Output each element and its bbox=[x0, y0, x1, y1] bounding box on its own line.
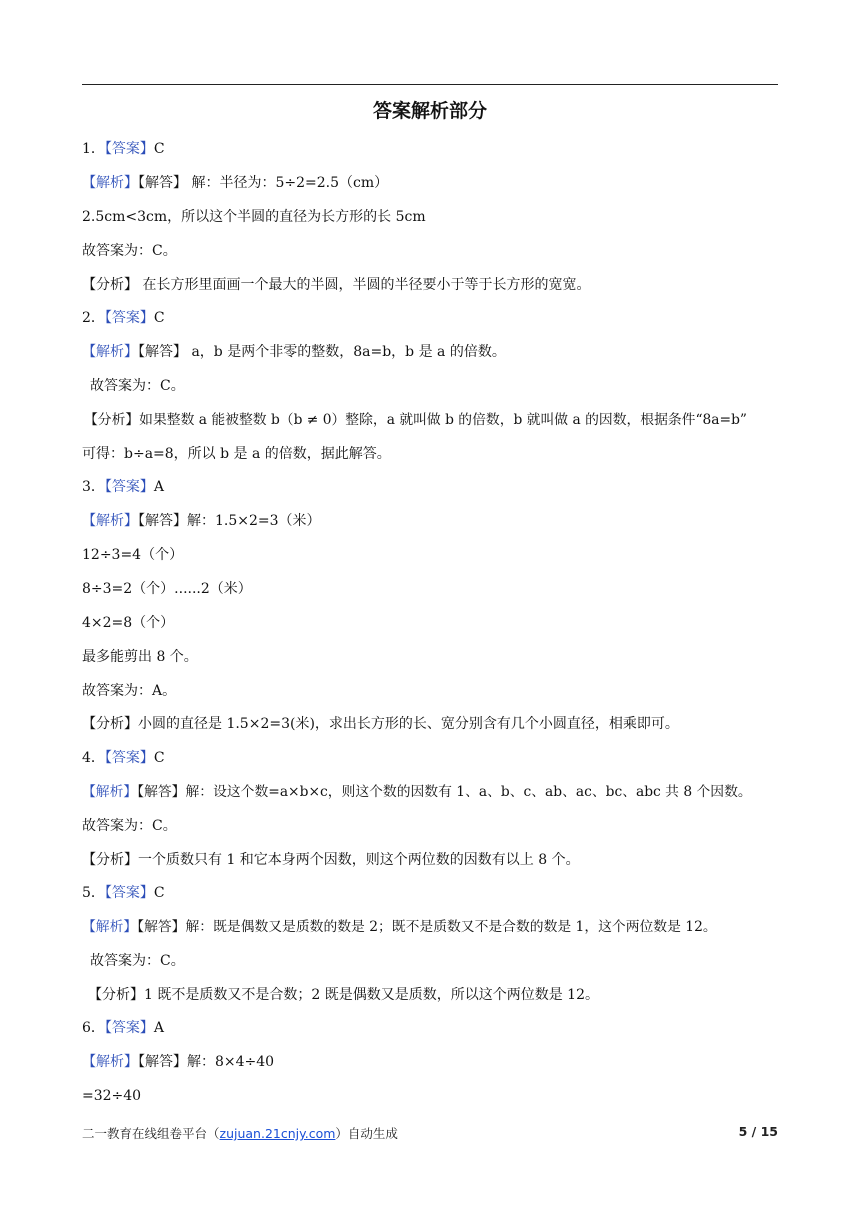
fenxi-label: 【分析】 bbox=[88, 987, 144, 1003]
q4-solution-text: 解：设这个数=a×b×c，则这个数的因数有 1、a、b、c、ab、ac、bc、abc 共 8 个因数。 bbox=[185, 784, 752, 800]
fenxi-label: 【分析】 bbox=[82, 277, 138, 293]
q6-solution-text: 解：8×4÷40 bbox=[187, 1054, 275, 1070]
q1-solution-line bbox=[82, 173, 388, 193]
q5-answer: C bbox=[153, 885, 165, 901]
jiexi-label: 【解析】 bbox=[82, 175, 138, 191]
answer-label: 【答案】 bbox=[104, 141, 154, 157]
jieda-label: 【解答】 bbox=[138, 344, 187, 360]
jieda-label: 【解答】 bbox=[138, 175, 187, 191]
q3-analysis bbox=[82, 714, 679, 734]
q2-answer-line bbox=[82, 308, 165, 328]
page-title: 答案解析部分 bbox=[372, 100, 487, 122]
q5-conclusion: 故答案为：C。 bbox=[90, 953, 185, 969]
q3-number: 3． bbox=[82, 479, 105, 495]
fenxi-label: 【分析】 bbox=[82, 852, 138, 868]
q4-number: 4． bbox=[82, 750, 105, 766]
q5-number: 5． bbox=[82, 885, 105, 901]
q3-answer-line bbox=[82, 477, 164, 497]
q3-solution-line bbox=[82, 511, 321, 531]
answer-label: 【答案】 bbox=[104, 750, 154, 766]
q3-step: 12÷3=4（个） bbox=[82, 547, 184, 563]
q1-analysis bbox=[82, 275, 590, 295]
q4-solution-line bbox=[82, 782, 752, 802]
jieda-label: 【解答】 bbox=[138, 513, 187, 529]
q1-line: 2.5cm<3cm，所以这个半圆的直径为长方形的长 5cm bbox=[82, 209, 426, 225]
jiexi-label: 【解析】 bbox=[82, 784, 138, 800]
q3-step: 4×2=8（个） bbox=[82, 615, 175, 631]
q2-analysis-line2: 可得：b÷a=8，所以 b 是 a 的倍数，据此解答。 bbox=[82, 446, 391, 462]
footer-suffix: ）自动生成 bbox=[335, 1126, 398, 1141]
q5-analysis bbox=[88, 985, 599, 1005]
q6-solution-line bbox=[82, 1052, 274, 1072]
q2-answer: C bbox=[153, 310, 165, 326]
q4-answer-line bbox=[82, 748, 165, 768]
q2-solution-text: a，b 是两个非零的整数，8a=b，b 是 a 的倍数。 bbox=[187, 344, 506, 360]
q2-analysis-line1: 【分析】如果整数 a 能被整数 b（b ≠ 0）整除，a 就叫做 b 的倍数，b 就叫做 a 的因数，根据条件“8a=b” bbox=[84, 412, 747, 428]
q1-answer-line bbox=[82, 139, 165, 159]
jiexi-label: 【解析】 bbox=[82, 919, 138, 935]
q3-step: 8÷3=2（个）......2（米） bbox=[82, 581, 252, 597]
footer-source bbox=[82, 1124, 398, 1142]
page-number: 5 / 15 bbox=[738, 1124, 778, 1139]
q6-step: =32÷40 bbox=[82, 1088, 142, 1104]
q3-solution-text: 解：1.5×2=3（米） bbox=[187, 513, 321, 529]
q6-number: 6． bbox=[82, 1020, 105, 1036]
q2-number: 2． bbox=[82, 310, 105, 326]
top-rule bbox=[82, 84, 778, 85]
q6-answer-line bbox=[82, 1018, 164, 1038]
q5-solution-line bbox=[82, 917, 717, 937]
q4-conclusion: 故答案为：C。 bbox=[82, 818, 177, 834]
q1-number: 1． bbox=[82, 141, 105, 157]
jieda-label: 【解答】 bbox=[138, 1054, 187, 1070]
q2-conclusion: 故答案为：C。 bbox=[90, 378, 185, 394]
q3-result: 最多能剪出 8 个。 bbox=[82, 649, 198, 665]
q4-answer: C bbox=[153, 750, 165, 766]
q4-analysis-text: 一个质数只有 1 和它本身两个因数，则这个两位数的因数有以上 8 个。 bbox=[138, 852, 580, 868]
q3-analysis-text: 小圆的直径是 1.5×2=3(米)，求出长方形的长、宽分别含有几个小圆直径，相乘即可。 bbox=[138, 716, 679, 732]
jieda-label: 【解答】 bbox=[137, 919, 186, 935]
footer-link[interactable]: zujuan.21cnjy.com bbox=[219, 1126, 336, 1141]
answer-label: 【答案】 bbox=[104, 885, 154, 901]
q5-analysis-text: 1 既不是质数又不是合数；2 既是偶数又是质数，所以这个两位数是 12。 bbox=[144, 987, 599, 1003]
q6-answer: A bbox=[153, 1020, 165, 1036]
footer-prefix: 二一教育在线组卷平台（ bbox=[82, 1126, 220, 1141]
q5-answer-line bbox=[82, 883, 165, 903]
answer-label: 【答案】 bbox=[104, 310, 154, 326]
q1-analysis-text: 在长方形里面画一个最大的半圆，半圆的半径要小于等于长方形的宽宽。 bbox=[138, 277, 591, 293]
jiexi-label: 【解析】 bbox=[82, 1054, 138, 1070]
q4-analysis bbox=[82, 850, 580, 870]
answer-label: 【答案】 bbox=[104, 1020, 154, 1036]
q1-solution-text: 解：半径为：5÷2=2.5（cm） bbox=[187, 175, 389, 191]
fenxi-label: 【分析】 bbox=[82, 716, 138, 732]
q3-answer: A bbox=[153, 479, 165, 495]
q3-conclusion: 故答案为：A。 bbox=[82, 683, 177, 699]
q1-answer: C bbox=[153, 141, 165, 157]
answer-label: 【答案】 bbox=[104, 479, 154, 495]
page-footer bbox=[82, 1124, 778, 1144]
q2-solution-line bbox=[82, 342, 506, 362]
jieda-label: 【解答】 bbox=[137, 784, 186, 800]
q5-solution-text: 解：既是偶数又是质数的数是 2；既不是质数又不是合数的数是 1，这个两位数是 12。 bbox=[185, 919, 717, 935]
jiexi-label: 【解析】 bbox=[82, 344, 138, 360]
q1-conclusion: 故答案为：C。 bbox=[82, 243, 177, 259]
jiexi-label: 【解析】 bbox=[82, 513, 138, 529]
